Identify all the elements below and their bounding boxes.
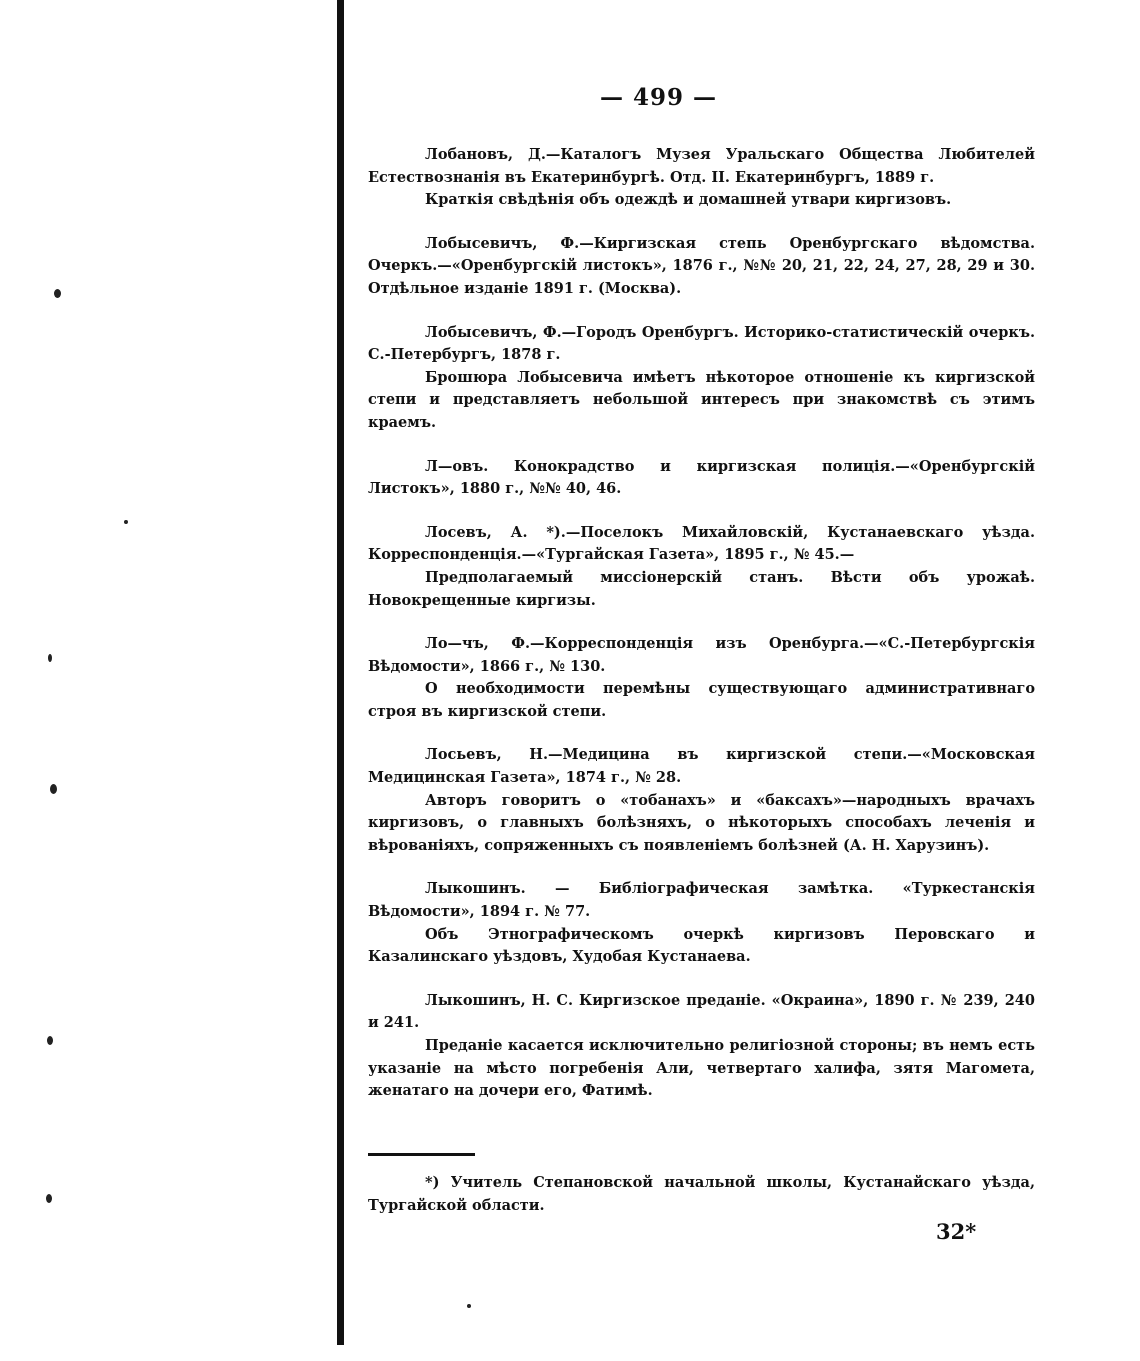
scan-speck: [124, 520, 128, 524]
bibliography-entry: [368, 633, 1035, 723]
entry-annotation: Объ Этнографическомъ очеркѣ киргизовъ Перовскаго и Казалинскаго уѣздовъ, Худобая Кустанаева.: [368, 925, 1035, 966]
scan-speck: [50, 784, 57, 794]
entry-citation: Лобысевичъ, Ф.—Киргизская степь Оренбургскаго вѣдомства. Очеркъ.—«Оренбургскій листокъ», 1876 г., №№ 20, 21, 22, 24, 27, 28, 29 и 30. Отдѣльное изданіе 1891 г. (Москва).: [368, 234, 1035, 297]
bibliography-entry: [368, 990, 1035, 1103]
scan-speck: [46, 1194, 52, 1203]
entry-annotation: Преданіе касается исключительно религіозной стороны; въ немъ есть указаніе на мѣсто погребенія Али, четвертаго халифа, зятя Магомета, женатаго на дочери его, Фатимѣ.: [368, 1037, 1035, 1100]
entry-citation: Лыкошинъ. — Библіографическая замѣтка. «Туркестанскія Вѣдомости», 1894 г. № 77.: [368, 880, 1035, 921]
scan-speck: [467, 1304, 471, 1308]
entry-citation: Лыкошинъ, Н. С. Киргизское преданіе. «Окраина», 1890 г. № 239, 240 и 241.: [368, 991, 1035, 1032]
printer-signature-mark: 32*: [936, 1219, 977, 1244]
entry-citation: Лосевъ, А. *).—Поселокъ Михайловскій, Кустанаевскаго уѣзда. Корреспонденція.—«Тургайская Газета», 1895 г., № 45.—: [368, 523, 1035, 564]
entry-citation: Лобысевичъ, Ф.—Городъ Оренбургъ. Историко-статистическій очеркъ. С.-Петербургъ, 1878 г.: [368, 323, 1035, 364]
scan-speck: [54, 289, 61, 298]
page-number: — 499 —: [600, 84, 718, 111]
bibliography-entry: [368, 744, 1035, 857]
entry-annotation: Предполагаемый миссіонерскій станъ. Вѣсти объ урожаѣ. Новокрещенные киргизы.: [368, 568, 1035, 609]
bibliography-entry: [368, 322, 1035, 435]
footnote-separator: [368, 1153, 475, 1156]
binding-gutter-rule: [337, 0, 344, 1345]
entry-annotation: О необходимости перемѣны существующаго административнаго строя въ киргизской степи.: [368, 680, 1035, 720]
entry-annotation: Авторъ говоритъ о «тобанахъ» и «баксахъ»—народныхъ врачахъ киргизовъ, о главныхъ болѣзняхъ, о нѣкоторыхъ способахъ леченія и вѣрованіяхъ, сопряженныхъ съ появленіемъ болѣзней (А. Н. Харузинъ).: [368, 791, 1035, 854]
entry-citation: Лобановъ, Д.—Каталогъ Музея Уральскаго Общества Любителей Естествознанія въ Екатеринбургѣ. Отд. II. Екатеринбургъ, 1889 г.: [368, 146, 1035, 186]
entry-annotation: Брошюра Лобысевича имѣетъ нѣкоторое отношеніе къ киргизской степи и представляетъ небольшой интересъ при знакомствѣ съ этимъ краемъ.: [368, 368, 1035, 431]
bibliography-entry: [368, 522, 1035, 612]
bibliography-entry: [368, 878, 1035, 968]
scan-speck: [47, 1036, 53, 1045]
bibliography-list: [368, 144, 1035, 1124]
bibliography-entry: [368, 233, 1035, 301]
entry-annotation: Краткія свѣдѣнія объ одеждѣ и домашней утвари киргизовъ.: [425, 191, 952, 209]
entry-citation: Лосьевъ, Н.—Медицина въ киргизской степи.—«Московская Медицинская Газета», 1874 г., № 28.: [368, 746, 1035, 787]
bibliography-entry: [368, 456, 1035, 501]
footnote: *) Учитель Степановской начальной школы, Кустанайскаго уѣзда, Тургайской области.: [368, 1174, 1035, 1214]
entry-citation: Ло—чъ, Ф.—Корреспонденція изъ Оренбурга.—«С.-Петербургскія Вѣдомости», 1866 г., № 130.: [368, 635, 1035, 675]
scan-speck: [48, 654, 52, 662]
bibliography-entry: [368, 144, 1035, 212]
entry-citation: Л—овъ. Конокрадство и киргизская полиція.—«Оренбургскій Листокъ», 1880 г., №№ 40, 46.: [368, 457, 1035, 498]
